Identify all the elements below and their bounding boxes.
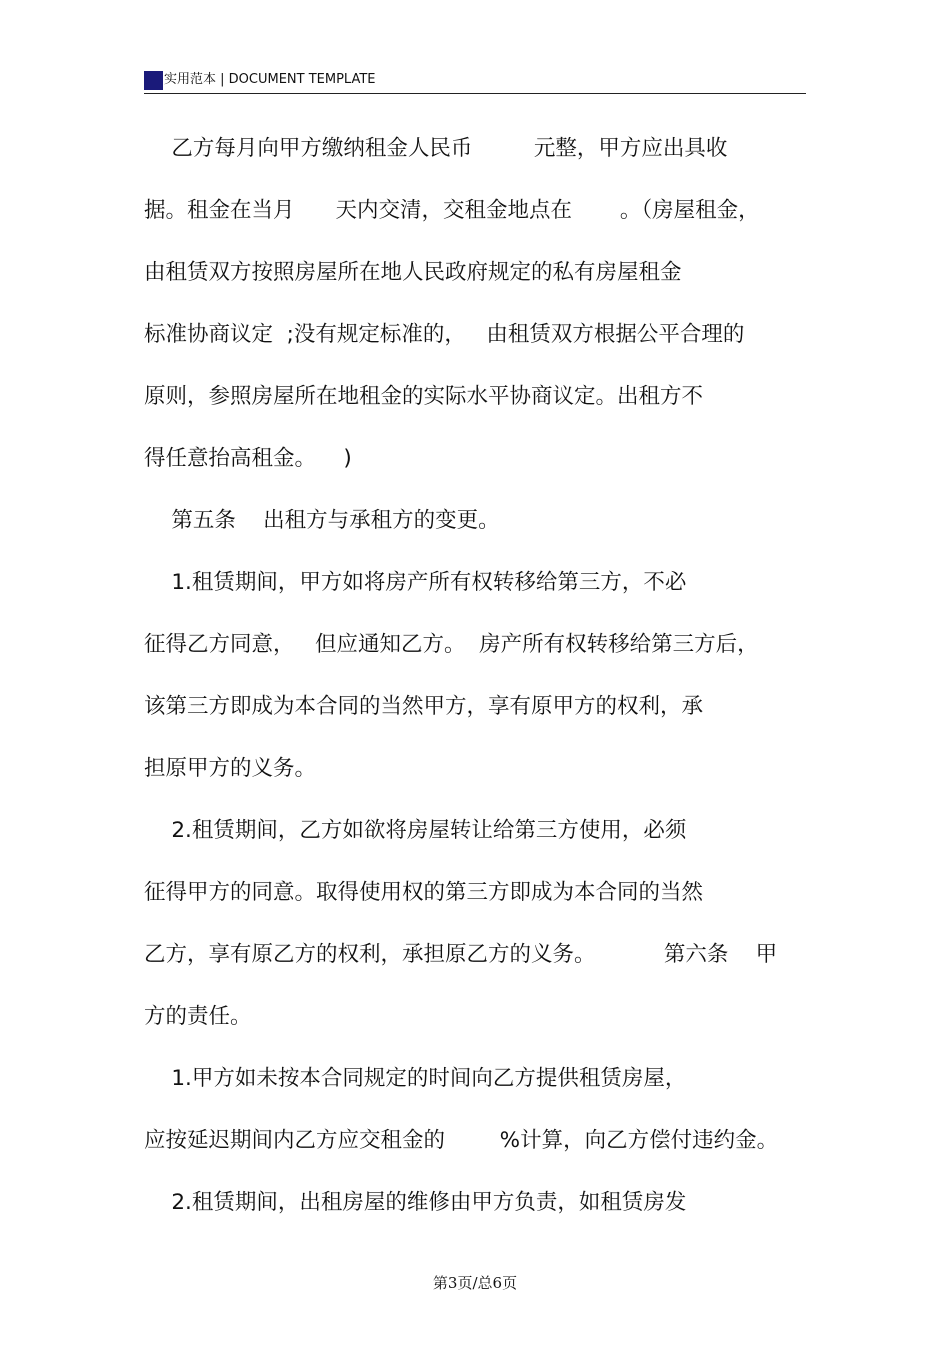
body-line: 征得乙方同意， 但应通知乙方。 房产所有权转移给第三方后， xyxy=(144,632,759,657)
body-line: 该第三方即成为本合同的当然甲方，享有原甲方的权利，承 xyxy=(144,694,704,719)
body-line: 2.租赁期间，出租房屋的维修由甲方负责，如租赁房发 xyxy=(144,1190,687,1215)
document-header xyxy=(144,70,806,92)
section-heading: 第五条 出租方与承租方的变更。 xyxy=(144,508,500,533)
body-line: 1.甲方如未按本合同规定的时间向乙方提供租赁房屋， xyxy=(144,1066,687,1091)
body-line: 得任意抬高租金。 ) xyxy=(144,446,352,471)
body-line: 由租赁双方按照房屋所在地人民政府规定的私有房屋租金 xyxy=(144,260,682,285)
body-line: 征得甲方的同意。取得使用权的第三方即成为本合同的当然 xyxy=(144,880,704,905)
body-line: 据。租金在当月 天内交清，交租金地点在 。（房屋租金， xyxy=(144,198,760,223)
header-title: 实用范本 | DOCUMENT TEMPLATE xyxy=(164,72,376,87)
body-line: 方的责任。 xyxy=(144,1004,252,1029)
body-line: 原则，参照房屋所在地租金的实际水平协商议定。出租方不 xyxy=(144,384,704,409)
body-line: 标准协商议定 ;没有规定标准的， 由租赁双方根据公平合理的 xyxy=(144,322,745,347)
header-logo-square xyxy=(144,71,163,90)
body-line: 乙方每月向甲方缴纳租金人民币 元整，甲方应出具收 xyxy=(144,136,728,161)
body-line: 乙方，享有原乙方的权利，承担原乙方的义务。 第六条 甲 xyxy=(144,942,778,967)
page-number: 第3页/总6页 xyxy=(432,1274,518,1292)
body-line: 应按延迟期间内乙方应交租金的 %计算，向乙方偿付违约金。 xyxy=(144,1128,779,1153)
body-line: 2.租赁期间，乙方如欲将房屋转让给第三方使用，必须 xyxy=(144,818,687,843)
body-line: 1.租赁期间，甲方如将房产所有权转移给第三方，不必 xyxy=(144,570,687,595)
header-divider xyxy=(144,93,806,94)
body-line: 担原甲方的义务。 xyxy=(144,756,317,781)
